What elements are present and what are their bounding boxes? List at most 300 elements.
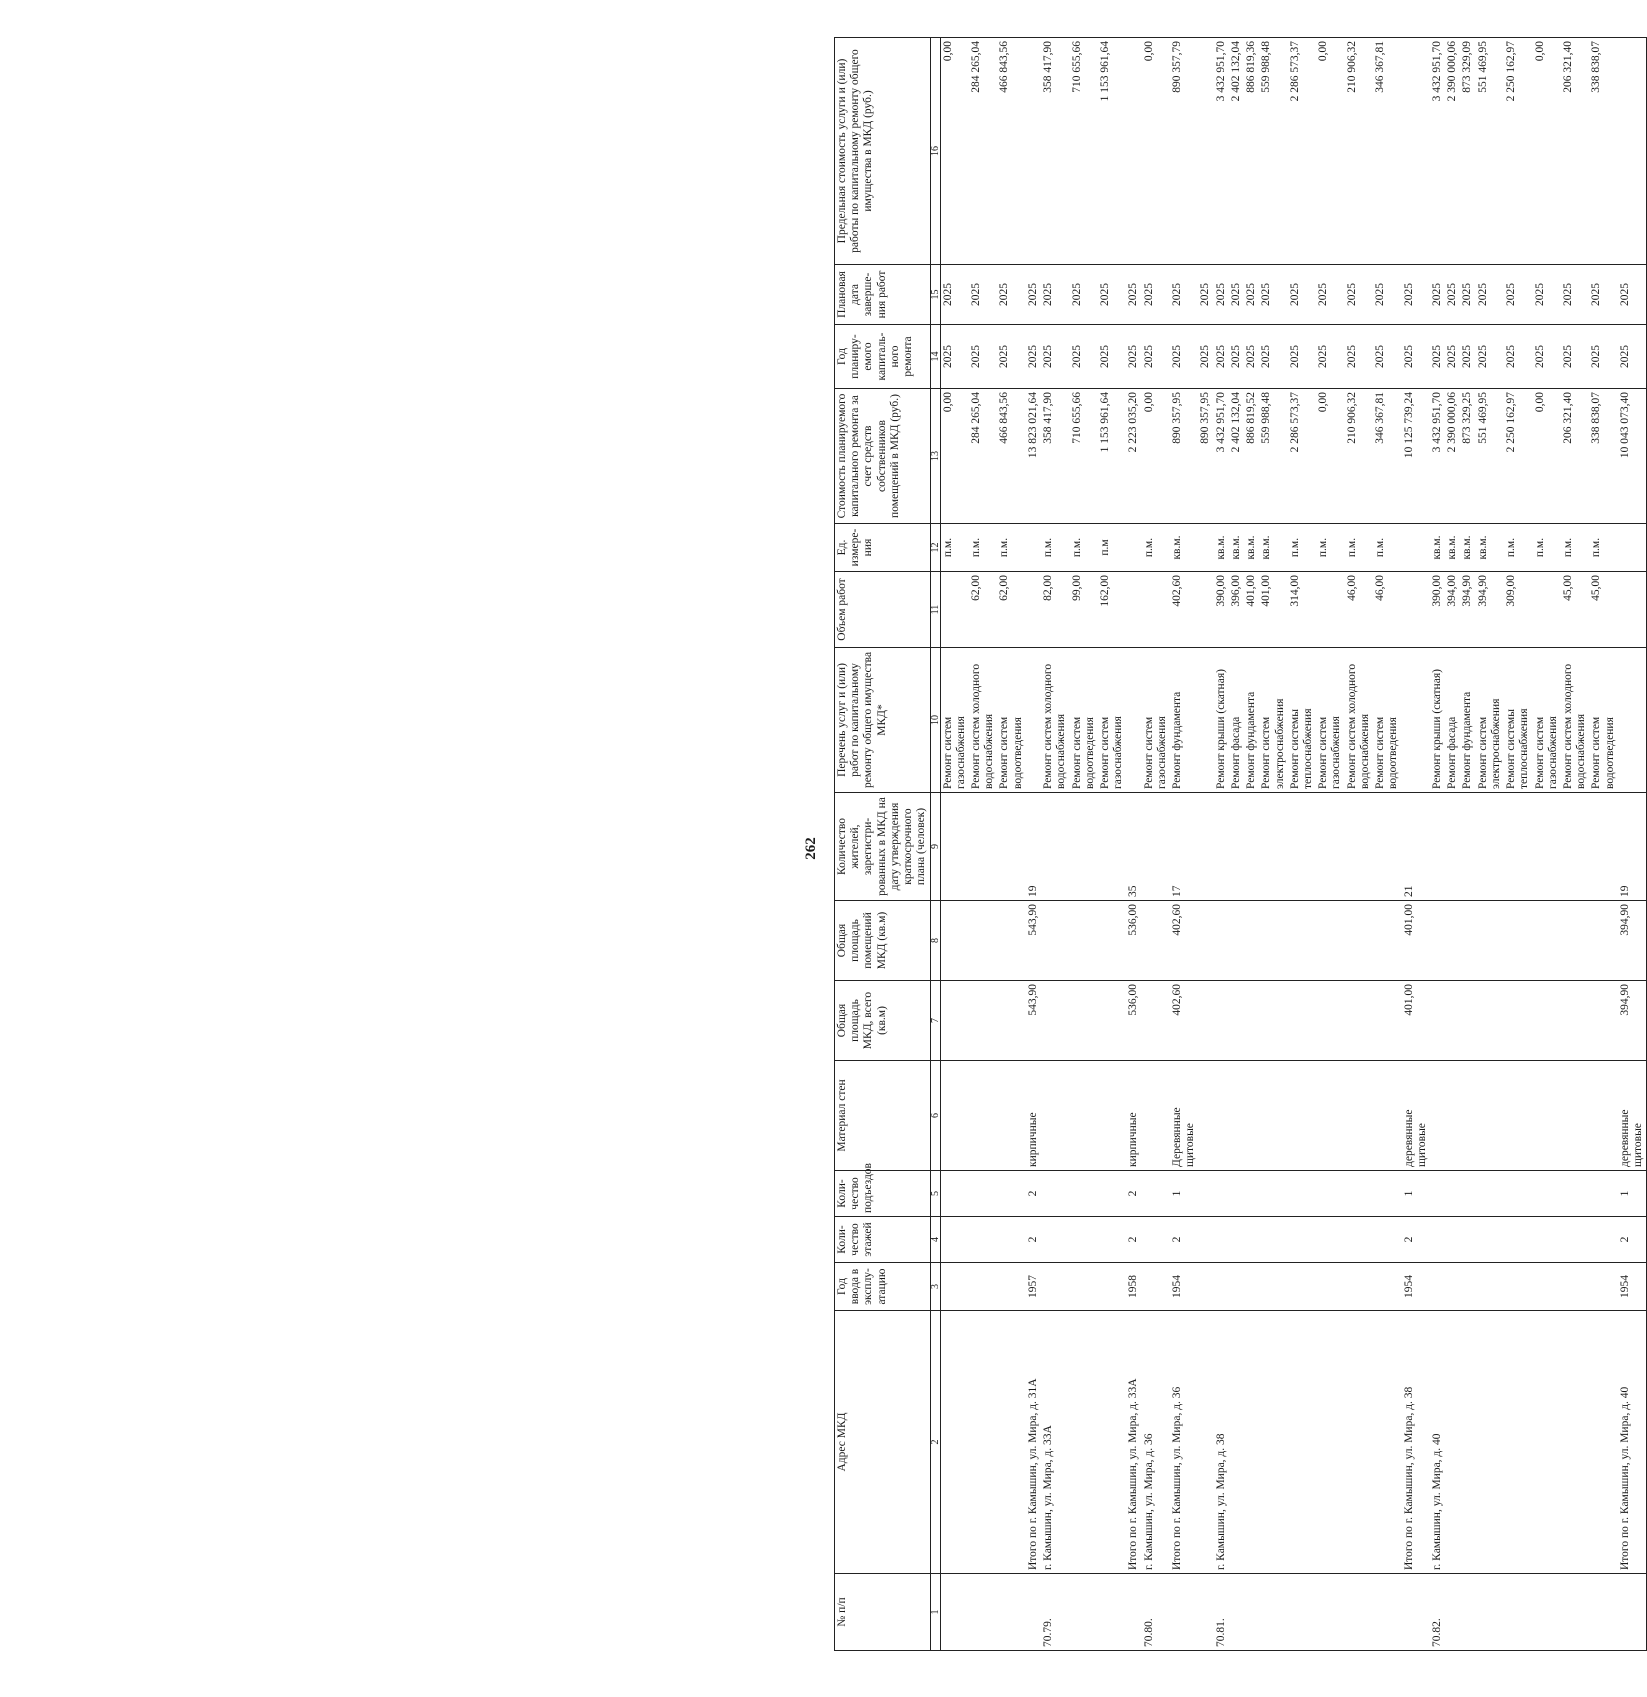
table-cell: 466 843,56 — [997, 389, 1025, 524]
table-cell — [1070, 793, 1098, 901]
col-header: Перечень услуг и (или) работ по капитальному ремонту общего имущества МКД* — [835, 648, 931, 793]
table-cell — [997, 1061, 1025, 1171]
table-cell — [1070, 1574, 1098, 1651]
table-cell — [1229, 793, 1244, 901]
table-cell: Ремонт систем холодного водоснабжения — [1345, 648, 1373, 793]
table-cell: Итого по г. Камышин, ул. Мира, д. 40 — [1618, 1311, 1647, 1574]
table-cell — [1430, 1263, 1445, 1311]
table-cell: 2025 — [1504, 325, 1532, 389]
col-header: Количество жителей, зарегистри-рованных в МКД на дату утверждения краткосрочного плана (человек) — [835, 793, 931, 901]
table-cell: 13 823 021,64 — [1026, 389, 1041, 524]
table-cell — [1476, 901, 1504, 981]
table-row — [1445, 38, 1460, 1651]
table-cell — [1098, 1263, 1126, 1311]
table-cell — [1373, 1311, 1401, 1574]
table-cell: 46,00 — [1373, 572, 1401, 648]
table-cell — [1259, 1311, 1287, 1574]
table-cell: 70.82. — [1430, 1574, 1445, 1651]
table-cell: 284 265,04 — [969, 389, 997, 524]
table-cell: п.м. — [1041, 524, 1069, 572]
table-cell — [1373, 1171, 1401, 1217]
table-cell: Деревянные щитовые — [1170, 1061, 1198, 1171]
table-cell: 2025 — [1259, 325, 1287, 389]
table-row — [1126, 38, 1141, 1651]
table-cell: п.м. — [969, 524, 997, 572]
table-cell: 710 655,66 — [1070, 389, 1098, 524]
table-cell: 402,60 — [1170, 981, 1198, 1061]
table-cell — [940, 1311, 969, 1574]
table-cell: кв.м. — [1229, 524, 1244, 572]
table-cell — [1098, 901, 1126, 981]
table-cell — [1198, 793, 1213, 901]
table-cell: 0,00 — [940, 389, 969, 524]
table-row — [1402, 38, 1430, 1651]
table-cell: 358 417,90 — [1041, 389, 1069, 524]
table-cell: Ремонт систем газоснабжения — [1316, 648, 1344, 793]
table-cell — [1070, 1061, 1098, 1171]
table-cell: Итого по г. Камышин, ул. Мира, д. 33А — [1126, 1311, 1141, 1574]
table-cell: 2 390 000,06 — [1445, 389, 1460, 524]
table-cell: Ремонт систем холодного водоснабжения — [1561, 648, 1589, 793]
table-cell: Ремонт систем водоотведения — [1373, 648, 1401, 793]
table-cell — [969, 1311, 997, 1574]
table-cell: 394,90 — [1618, 901, 1647, 981]
table-cell: 401,00 — [1402, 981, 1430, 1061]
table-cell — [1259, 1061, 1287, 1171]
table-cell: 338 838,07 — [1589, 389, 1617, 524]
table-row — [1533, 38, 1561, 1651]
table-cell — [1345, 1311, 1373, 1574]
table-cell: 551 469,95 — [1476, 38, 1504, 265]
table-cell: 390,00 — [1430, 572, 1445, 648]
table-cell: 1 — [1170, 1171, 1198, 1217]
table-cell: 2025 — [1214, 325, 1229, 389]
table-cell — [1345, 981, 1373, 1061]
table-cell — [1041, 981, 1069, 1061]
table-cell — [1316, 1171, 1344, 1217]
table-cell — [1445, 1061, 1460, 1171]
table-cell: 2025 — [1026, 325, 1041, 389]
table-cell: 401,00 — [1244, 572, 1259, 648]
table-cell: 2 250 162,97 — [1504, 38, 1532, 265]
table-cell: 1 — [1402, 1171, 1430, 1217]
table-cell: 2025 — [1460, 325, 1475, 389]
table-cell: 10 043 073,40 — [1618, 389, 1647, 524]
table-cell — [1244, 793, 1259, 901]
table-cell — [1373, 901, 1401, 981]
table-row — [1229, 38, 1244, 1651]
table-cell: 0,00 — [1316, 389, 1344, 524]
table-cell: 2025 — [1316, 325, 1344, 389]
table-cell: п.м. — [1142, 524, 1170, 572]
table-cell: 2025 — [1126, 265, 1141, 325]
table-cell: 2025 — [1460, 265, 1475, 325]
table-cell — [1098, 1574, 1126, 1651]
table-cell — [1288, 1263, 1316, 1311]
table-cell — [1198, 1574, 1213, 1651]
table-cell — [969, 1171, 997, 1217]
table-cell: 886 819,36 — [1244, 38, 1259, 265]
table-cell — [1316, 1263, 1344, 1311]
table-cell: 2025 — [1259, 265, 1287, 325]
table-cell — [1026, 38, 1041, 265]
col-header: Общая площадь помещений МКД (кв.м) — [835, 901, 931, 981]
table-cell — [1430, 793, 1445, 901]
table-cell — [1476, 1574, 1504, 1651]
table-cell — [997, 1574, 1025, 1651]
table-cell — [1198, 901, 1213, 981]
table-cell: 0,00 — [1142, 38, 1170, 265]
table-row — [1345, 38, 1373, 1651]
table-cell — [1561, 981, 1589, 1061]
table-cell — [1214, 901, 1229, 981]
column-number: 4 — [930, 1217, 940, 1263]
table-cell: кв.м. — [1445, 524, 1460, 572]
table-cell — [1561, 1061, 1589, 1171]
table-cell — [1041, 1171, 1069, 1217]
table-cell: Ремонт крыши (скатная) — [1430, 648, 1445, 793]
table-cell — [1589, 1061, 1617, 1171]
table-cell — [1070, 1217, 1098, 1263]
table-cell — [1244, 981, 1259, 1061]
table-body — [940, 38, 1647, 1651]
table-cell: п.м. — [1070, 524, 1098, 572]
table-cell: Ремонт крыши (скатная) — [1214, 648, 1229, 793]
table-cell: 70.81. — [1214, 1574, 1229, 1651]
table-row — [1476, 38, 1504, 1651]
table-cell — [1259, 1171, 1287, 1217]
table-cell — [1041, 901, 1069, 981]
table-cell: 309,00 — [1504, 572, 1532, 648]
table-cell — [1126, 572, 1141, 648]
table-cell — [1533, 1217, 1561, 1263]
table-cell — [1244, 1263, 1259, 1311]
table-cell — [1126, 648, 1141, 793]
table-cell — [1244, 1311, 1259, 1574]
table-cell — [1618, 572, 1647, 648]
table-cell: Ремонт фасада — [1445, 648, 1460, 793]
table-cell: 396,00 — [1229, 572, 1244, 648]
table-cell — [1198, 1311, 1213, 1574]
table-cell — [1460, 981, 1475, 1061]
table-cell — [969, 1263, 997, 1311]
table-cell: 1 — [1618, 1171, 1647, 1217]
table-cell: 2025 — [1214, 265, 1229, 325]
table-cell: 2 — [1126, 1217, 1141, 1263]
table-cell: 2 286 573,37 — [1288, 38, 1316, 265]
table-cell — [1214, 1061, 1229, 1171]
table-cell — [1041, 1061, 1069, 1171]
table-row — [1214, 38, 1229, 1651]
table-cell — [1345, 901, 1373, 981]
table-cell — [1316, 793, 1344, 901]
table-cell: п.м. — [997, 524, 1025, 572]
col-header: Общая площадь МКД, всего (кв.м) — [835, 981, 931, 1061]
table-cell — [1504, 1263, 1532, 1311]
table-cell — [1373, 981, 1401, 1061]
table-cell — [1142, 1217, 1170, 1263]
table-cell: 62,00 — [997, 572, 1025, 648]
table-cell: 2025 — [1618, 265, 1647, 325]
table-cell — [1026, 1574, 1041, 1651]
table-cell: 394,90 — [1618, 981, 1647, 1061]
table-cell — [1533, 572, 1561, 648]
table-cell: п.м — [1098, 524, 1126, 572]
table-cell — [1098, 981, 1126, 1061]
table-cell — [1142, 1061, 1170, 1171]
table-cell — [1041, 793, 1069, 901]
table-cell: 2025 — [1026, 265, 1041, 325]
table-cell: 2025 — [1229, 325, 1244, 389]
table-cell: 2025 — [940, 325, 969, 389]
table-cell: 1954 — [1402, 1263, 1430, 1311]
table-cell — [1316, 1061, 1344, 1171]
table-cell — [1460, 1311, 1475, 1574]
table-cell — [969, 901, 997, 981]
table-cell: 46,00 — [1345, 572, 1373, 648]
table-cell — [1476, 793, 1504, 901]
table-cell: 2025 — [1098, 265, 1126, 325]
table-cell — [940, 901, 969, 981]
table-cell: 1954 — [1618, 1263, 1647, 1311]
table-row — [1589, 38, 1617, 1651]
table-cell — [1026, 648, 1041, 793]
table-cell: 346 367,81 — [1373, 389, 1401, 524]
table-cell — [1214, 793, 1229, 901]
page-number: 262 — [803, 837, 819, 860]
table-cell — [1316, 981, 1344, 1061]
table-cell: кв.м. — [1430, 524, 1445, 572]
table-cell — [1345, 1061, 1373, 1171]
table-cell — [940, 1171, 969, 1217]
table-cell — [1445, 1263, 1460, 1311]
table-cell — [1259, 1574, 1287, 1651]
table-cell — [1589, 1311, 1617, 1574]
table-cell — [997, 1263, 1025, 1311]
table-cell — [1460, 1061, 1475, 1171]
table-cell — [1589, 981, 1617, 1061]
table-cell: 45,00 — [1589, 572, 1617, 648]
table-cell: п.м. — [1504, 524, 1532, 572]
table-cell: п.м. — [1533, 524, 1561, 572]
table-cell: Ремонт фундамента — [1170, 648, 1198, 793]
table-cell — [997, 1171, 1025, 1217]
table-cell — [1316, 1311, 1344, 1574]
table-cell — [1070, 1263, 1098, 1311]
col-header: Коли-чество этажей — [835, 1217, 931, 1263]
table-cell: 2025 — [1533, 325, 1561, 389]
table-cell — [1430, 1171, 1445, 1217]
table-cell: кв.м. — [1259, 524, 1287, 572]
table-row — [1041, 38, 1069, 1651]
table-cell — [1460, 1574, 1475, 1651]
table-cell: г. Камышин, ул. Мира, д. 38 — [1214, 1311, 1229, 1574]
table-cell — [1504, 901, 1532, 981]
table-cell: 2025 — [997, 325, 1025, 389]
table-cell — [1026, 524, 1041, 572]
table-cell — [1533, 1263, 1561, 1311]
column-number: 10 — [930, 648, 940, 793]
table-cell: 402,60 — [1170, 901, 1198, 981]
table-cell: 2025 — [1142, 265, 1170, 325]
table-cell — [1214, 981, 1229, 1061]
table-cell — [1373, 1263, 1401, 1311]
table-cell — [1533, 1574, 1561, 1651]
col-header: Объем работ — [835, 572, 931, 648]
table-cell — [1533, 1311, 1561, 1574]
table-cell: п.м. — [1316, 524, 1344, 572]
table-cell — [1460, 793, 1475, 901]
table-cell: 2025 — [1198, 265, 1213, 325]
table-cell: 2025 — [1288, 325, 1316, 389]
table-cell — [940, 981, 969, 1061]
table-cell: 890 357,95 — [1170, 389, 1198, 524]
table-cell — [1345, 1574, 1373, 1651]
table-cell: 2025 — [1170, 325, 1198, 389]
table-cell: 2 — [1026, 1217, 1041, 1263]
table-cell: 2 223 035,20 — [1126, 389, 1141, 524]
table-cell: 1 153 961,64 — [1098, 38, 1126, 265]
table-cell — [1618, 1574, 1647, 1651]
table-cell — [1561, 1171, 1589, 1217]
table-cell: г. Камышин, ул. Мира, д. 33А — [1041, 1311, 1069, 1574]
table-row — [1070, 38, 1098, 1651]
table-cell — [1229, 1171, 1244, 1217]
table-cell — [940, 1061, 969, 1171]
table-row — [1170, 38, 1198, 1651]
table-cell — [1070, 1171, 1098, 1217]
table-row — [940, 38, 969, 1651]
table-cell: 19 — [1618, 793, 1647, 901]
table-cell: 2 — [1170, 1217, 1198, 1263]
table-cell — [1198, 572, 1213, 648]
table-cell: 890 357,95 — [1198, 389, 1213, 524]
table-cell: Ремонт систем электроснабжения — [1476, 648, 1504, 793]
table-cell: 2025 — [1142, 325, 1170, 389]
table-cell: 70.79. — [1041, 1574, 1069, 1651]
table-cell: 2025 — [1504, 265, 1532, 325]
col-header: Год планиру-емого капиталь-ного ремонта — [835, 325, 931, 389]
table-cell — [1533, 901, 1561, 981]
table-cell: п.м. — [1589, 524, 1617, 572]
table-cell — [1142, 793, 1170, 901]
table-cell — [1214, 1263, 1229, 1311]
column-number: 2 — [930, 1311, 940, 1574]
table-cell: 206 321,40 — [1561, 38, 1589, 265]
table-cell — [1589, 901, 1617, 981]
table-cell: Ремонт систем холодного водоснабжения — [1041, 648, 1069, 793]
table-cell — [1198, 1171, 1213, 1217]
table-cell: 2 — [1026, 1171, 1041, 1217]
table-cell — [969, 1574, 997, 1651]
table-cell: Ремонт фундамента — [1460, 648, 1475, 793]
table-row — [1460, 38, 1475, 1651]
table-cell: Ремонт систем водоотведения — [997, 648, 1025, 793]
table-cell — [1142, 1263, 1170, 1311]
table-cell: 559 988,48 — [1259, 38, 1287, 265]
table-cell: 2 390 000,06 — [1445, 38, 1460, 265]
table-cell: 2025 — [1430, 325, 1445, 389]
table-cell — [1504, 1311, 1532, 1574]
table-cell — [969, 1217, 997, 1263]
table-cell — [1198, 524, 1213, 572]
table-cell — [1229, 1311, 1244, 1574]
table-cell: 536,00 — [1126, 901, 1141, 981]
table-cell: 3 432 951,70 — [1214, 38, 1229, 265]
table-cell: Ремонт системы теплоснабжения — [1288, 648, 1316, 793]
table-cell: 3 432 951,70 — [1430, 38, 1445, 265]
table-cell — [1288, 1217, 1316, 1263]
column-number: 16 — [930, 38, 940, 265]
table-cell — [1345, 793, 1373, 901]
table-cell: Ремонт систем газоснабжения — [1098, 648, 1126, 793]
table-cell — [1244, 1061, 1259, 1171]
table-cell: 1958 — [1126, 1263, 1141, 1311]
table-cell: г. Камышин, ул. Мира, д. 40 — [1430, 1311, 1445, 1574]
column-number: 14 — [930, 325, 940, 389]
table-cell — [1561, 793, 1589, 901]
table-cell — [1259, 901, 1287, 981]
table-cell — [1402, 572, 1430, 648]
table-cell: 873 329,09 — [1460, 38, 1475, 265]
table-cell — [1288, 901, 1316, 981]
table-cell: 2 250 162,97 — [1504, 389, 1532, 524]
table-row — [1198, 38, 1213, 1651]
table-cell: 2025 — [1373, 325, 1401, 389]
table-cell — [1504, 793, 1532, 901]
table-cell — [1345, 1217, 1373, 1263]
table-cell: 401,00 — [1402, 901, 1430, 981]
table-cell — [1170, 1574, 1198, 1651]
table-cell: п.м. — [940, 524, 969, 572]
table-cell: кв.м. — [1460, 524, 1475, 572]
table-cell — [1259, 1263, 1287, 1311]
table-cell: 2025 — [1126, 325, 1141, 389]
table-cell: г. Камышин, ул. Мира, д. 36 — [1142, 1311, 1170, 1574]
table-cell: 2025 — [969, 265, 997, 325]
column-number: 6 — [930, 1061, 940, 1171]
table-cell: 551 469,95 — [1476, 389, 1504, 524]
table-cell — [1041, 1263, 1069, 1311]
table-cell — [1316, 1217, 1344, 1263]
table-cell — [1259, 1217, 1287, 1263]
table-cell: 401,00 — [1259, 572, 1287, 648]
table-cell — [1373, 793, 1401, 901]
table-cell — [1316, 572, 1344, 648]
table-cell — [1445, 1311, 1460, 1574]
table-cell: 2 402 132,04 — [1229, 389, 1244, 524]
table-cell: кирпичные — [1026, 1061, 1041, 1171]
table-cell: 2025 — [1198, 325, 1213, 389]
table-cell: 2025 — [1430, 265, 1445, 325]
table-cell: 2025 — [1345, 265, 1373, 325]
table-cell — [1533, 793, 1561, 901]
table-cell — [1445, 901, 1460, 981]
table-cell: 2025 — [1533, 265, 1561, 325]
table-cell: 2025 — [1316, 265, 1344, 325]
table-cell — [1504, 1574, 1532, 1651]
table-cell: 0,00 — [940, 38, 969, 265]
table-cell — [1026, 572, 1041, 648]
table-cell — [1561, 1263, 1589, 1311]
table-cell: 2025 — [1070, 325, 1098, 389]
table-cell: п.м. — [1345, 524, 1373, 572]
table-cell: 710 655,66 — [1070, 38, 1098, 265]
table-cell — [1445, 981, 1460, 1061]
table-cell — [1229, 981, 1244, 1061]
table-cell: 873 329,25 — [1460, 389, 1475, 524]
table-cell: 358 417,90 — [1041, 38, 1069, 265]
